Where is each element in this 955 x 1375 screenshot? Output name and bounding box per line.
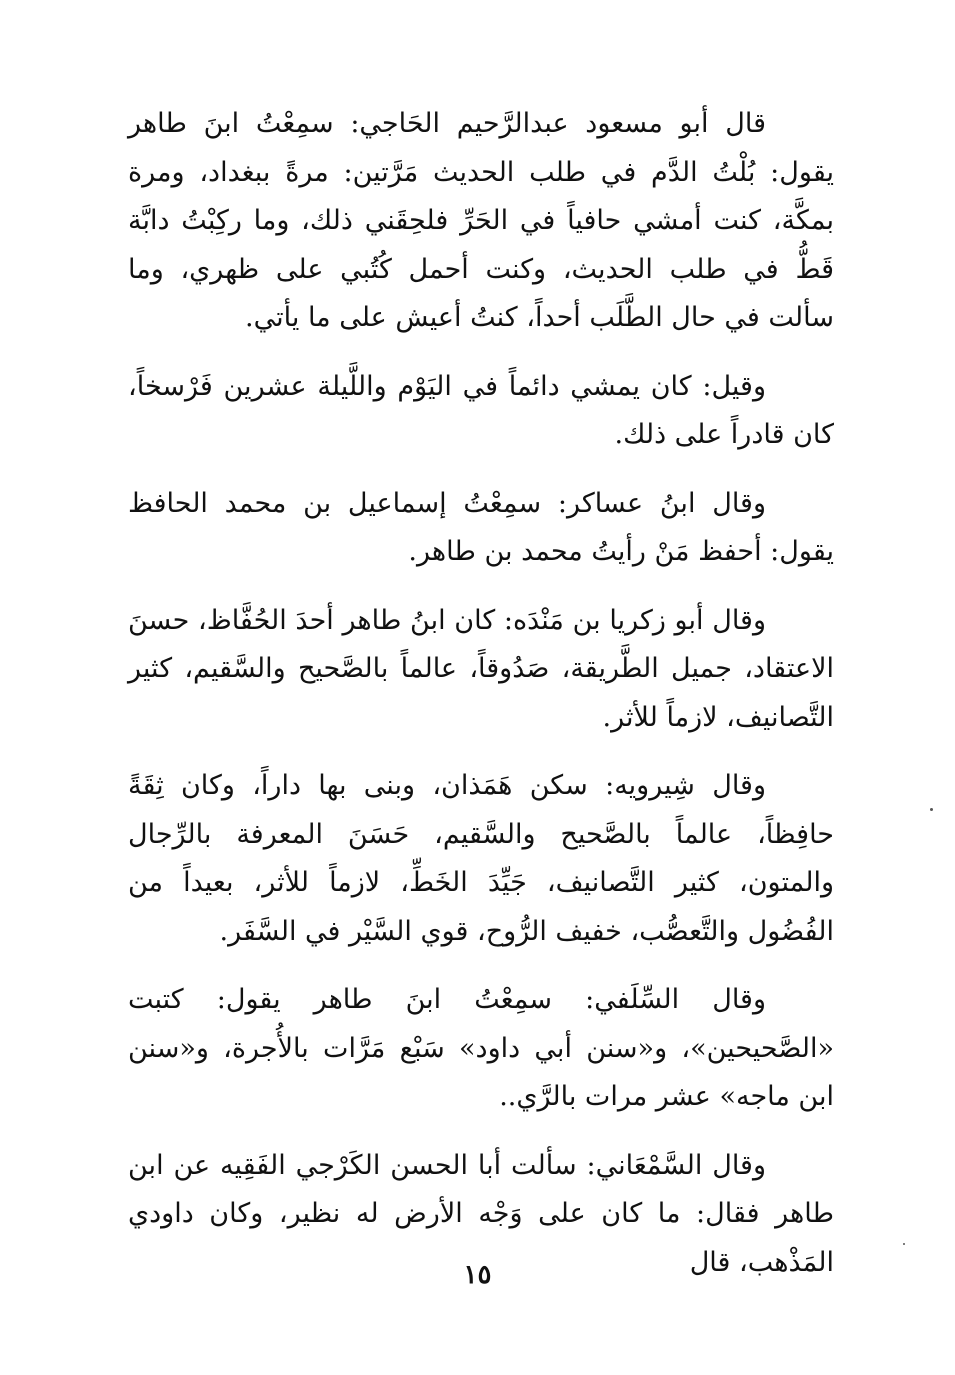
paragraph-ibn-asakir: وقال ابنُ عساكر: سمِعْتُ إسماعيل بن محمد الحافظ يقول: أحفظ مَنْ رأيتُ محمد بن طاهر. <box>128 487 834 567</box>
scan-speck <box>903 1243 905 1245</box>
paragraph-shirawayh: وقال شِيرويه: سكن هَمَذان، وبنى بها داراً، وكان ثِقَةً حافِظاً، عالماً بالصَّحيح والسَّقيم، حَسَنَ المعرفة بالرِّجال والمتون، كثير التَّصانيف، جَيِّدَ الخَطِّ، لازماً للأثر، بعيداً من الفُضُول والتَّعصُّب، خفيف الرُّوح، قوي السَّيْر في السَّفَر. <box>128 770 834 947</box>
scan-speck <box>930 808 933 811</box>
paragraph-silafi: وقال السِّلَفي: سمِعْتُ ابنَ طاهر يقول: كتبت «الصَّحيحين»، و«سنن أبي داود» سَبْع مَرَّات بالأُجرة، و«سنن ابن ماجه» عشر مرات بالرَّي.. <box>128 984 834 1112</box>
paragraph-samani: وقال السَّمْعَاني: سألت أبا الحسن الكَرْجي الفَقِيه عن ابن طاهر فقال: ما كان على وَجْه الأرض له نظير، وكان داودي المَذْهب، قال <box>128 1149 834 1278</box>
body-text <box>128 100 834 1307</box>
paragraph-walking: وقيل: كان يمشي دائماً في اليَوْم واللَّيلة عشرين فَرْسخاً، كان قادراً على ذلك. <box>128 370 834 450</box>
page-number: ١٥ <box>463 1260 492 1290</box>
paragraph-abu-zakariya: وقال أبو زكريا بن مَنْدَه: كان ابنُ طاهر أحدَ الحُفَّاظ، حسنَ الاعتقاد، جميل الطَّريقة، صَدُوقاً، عالماً بالصَّحيح والسَّقيم، كثير التَّصانيف، لازماً للأثر. <box>128 604 834 733</box>
paragraph-abu-masud: قال أبو مسعود عبدالرَّحيم الحَاجي: سمِعْتُ ابنَ طاهر يقول: بُلْتُ الدَّم في طلب الحديث مَرَّتين: مرةً ببغداد، ومرة بمكَّة، كنت أمشي حافياً في الحَرِّ فلحِقَني ذلك، وما ركِبْتُ دابَّة قَطُّ في طلب الحديث، وكنت أحمل كُتُبي على ظهري، وما سألت في حال الطَّلَب أحداً، كنتُ أعيش على ما يأتي. <box>128 108 834 333</box>
